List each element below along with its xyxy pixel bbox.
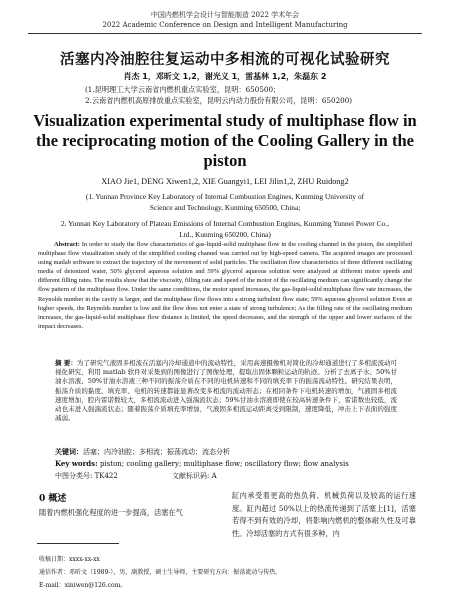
affiliation-en-1-line-2: Science and Technology, Kunming 650500, China;: [149, 203, 301, 212]
affiliation-cn-2: 2.云南省内燃机高原排放重点实验室，昆明云内动力股份有限公司，昆明：650200): [85, 96, 353, 105]
affiliation-en-2-line-1: 2. Yunnan Key Laboratory of Plateau Emissions of Internal Combustion Engines, Kunming Yunnei Power Co.,: [61, 219, 389, 228]
classification-number: 中图分类号: TK422: [55, 472, 118, 480]
section-heading-overview: 0 概述: [39, 494, 67, 504]
affiliation-cn-1: (1.昆明理工大学云南省内燃机重点实验室，昆明：650500；: [85, 85, 281, 94]
keywords-en-text: piston; cooling gallery; multiphase flow; oscillatory flow; flow analysis: [99, 460, 349, 468]
header-cn: 中国内燃机学会设计与智能制造 2022 学术年会: [150, 11, 300, 19]
affiliation-en-2-line-2: Ltd., Kunming 650200, China): [179, 230, 271, 239]
document-code: 文献标识码: A: [172, 472, 217, 480]
affiliation-en-1-line-1: (1. Yunnan Province Key Laboratory of Internal Combustion Engines, Kunming University of: [85, 192, 365, 201]
title-en-line-1: Visualization experimental study of multiphase flow in: [33, 111, 417, 130]
abstract-cn-label: 摘 要：: [55, 359, 77, 367]
keywords-en: [55, 459, 397, 469]
authors-cn: 肖杰 1，邓昕文 1,2，谢光义 1，雷基林 1,2，朱磊东 2: [123, 72, 327, 81]
title-cn: 活塞内冷油腔往复运动中多相流的可视化试验研究: [60, 52, 390, 68]
header-en: 2022 Academic Conference on Design and Intelligent Manufacturing: [102, 21, 348, 29]
abstract-en-text: In order to study the flow characteristics of gas-liquid-solid multiphase flow in the cooling channel in the piston, the simplified multiphase flow visualization study of the simplified cooling channel was carried out by high-speed camera. The acquired images are processed using matlab software to extract the trajectory of the movement of solid particles. The oscillation flow characteristics of three different oscillating media of deionized water, 50% glycerol aqueous solution and 59% glycerol aqueous solution were analyzed at different motor speeds and different filling rates. The results show that the viscosity, filling rate and speed of the motor of the oscillating medium can significantly change the flow pattern of the multiphase flow. Under the same conditions, the motor speed increases, the gas-liquid-solid multiphase flow rate increases, the Reynolds number in the cavity is larger, and the multiphase flow flows into a strong turbulent flow state; 59% aqueous glycerol solution Even at higher speeds, the Reynolds number is low and the flow does not enter a state of strong turbulence; As the filling rate of the oscillating medium increases, the gas-liquid-solid multiphase flow distance is limited, the speed decreases, and the strength of the upper and lower surfaces of the impact decreases.: [38, 241, 412, 330]
authors-en: XIAO Jie1, DENG Xiwen1,2, XIE Guangyi1, LEI Jilin1,2, ZHU Ruidong2: [101, 177, 349, 186]
title-en-line-3: piston: [203, 151, 247, 170]
keywords-cn-text: 活塞；内冷油腔；多相流；振荡流动；流态分析: [83, 448, 230, 456]
keywords-cn: [55, 447, 397, 457]
abstract-cn: [55, 359, 397, 423]
footnote-received: 收稿日期：xxxx-xx-xx: [39, 556, 100, 563]
body-text-right: 缸内承受着更高的热负荷、机械负荷以及较高的运行速度。缸内超过 50%以上的热流传递到了活塞上[1]，活塞若得不到有效的冷却，将影响内燃机的整体耐久性及可靠性。冷却活塞的方式有很多种，内: [232, 491, 416, 538]
footnote-rule: [37, 543, 119, 544]
keywords-cn-label: 关键词：: [55, 447, 83, 456]
footnote-email: E-mail：xiniwen@126.com。: [39, 582, 127, 589]
header-rule: [28, 33, 422, 34]
footnote-author: 通信作者：邓昕文（1989-），男，副教授，硕士生导师，主要研究方向：振荡流动与传热。: [39, 569, 282, 576]
body-text-left: 随着内燃机强化程度的进一步提高，活塞在气: [39, 508, 183, 517]
abstract-en-label: Abstract:: [54, 241, 80, 248]
abstract-cn-text: 为了研究气液固多相流在活塞内冷却通道中的流动特性，采用高速摄像机对简化的冷却通道进行了多相流流动可视化研究，利用 matlab 软件对采集到的图像进行了图像处理，提取出固体颗粒运动的轨迹。分析了去离子水、50%甘油水溶液、59%甘油水溶液三种不同的振荡介质在不同的电机转速和不同的填充率下的振荡流动特性。研究结果表明，振荡介质的黏度、填充率、电机的转速都能显著改变多相流的流动形态；在相同条件下电机转速的增加，气液固多相流速度增加，腔内雷诺数较大，多相流流动进入强湍流状态；59%甘油水溶液即使在较高转速条件下，雷诺数也较低，流动也未进入强湍流状态；随着振荡介质填充率增加，气液固多相流运动距离受到限制，速度降低，冲击上下表面的强度减弱。: [55, 359, 398, 423]
title-en-line-2: the reciprocating motion of the Cooling Gallery in the: [36, 131, 414, 150]
abstract-en: [38, 240, 412, 331]
keywords-en-label: Key words:: [55, 459, 98, 468]
